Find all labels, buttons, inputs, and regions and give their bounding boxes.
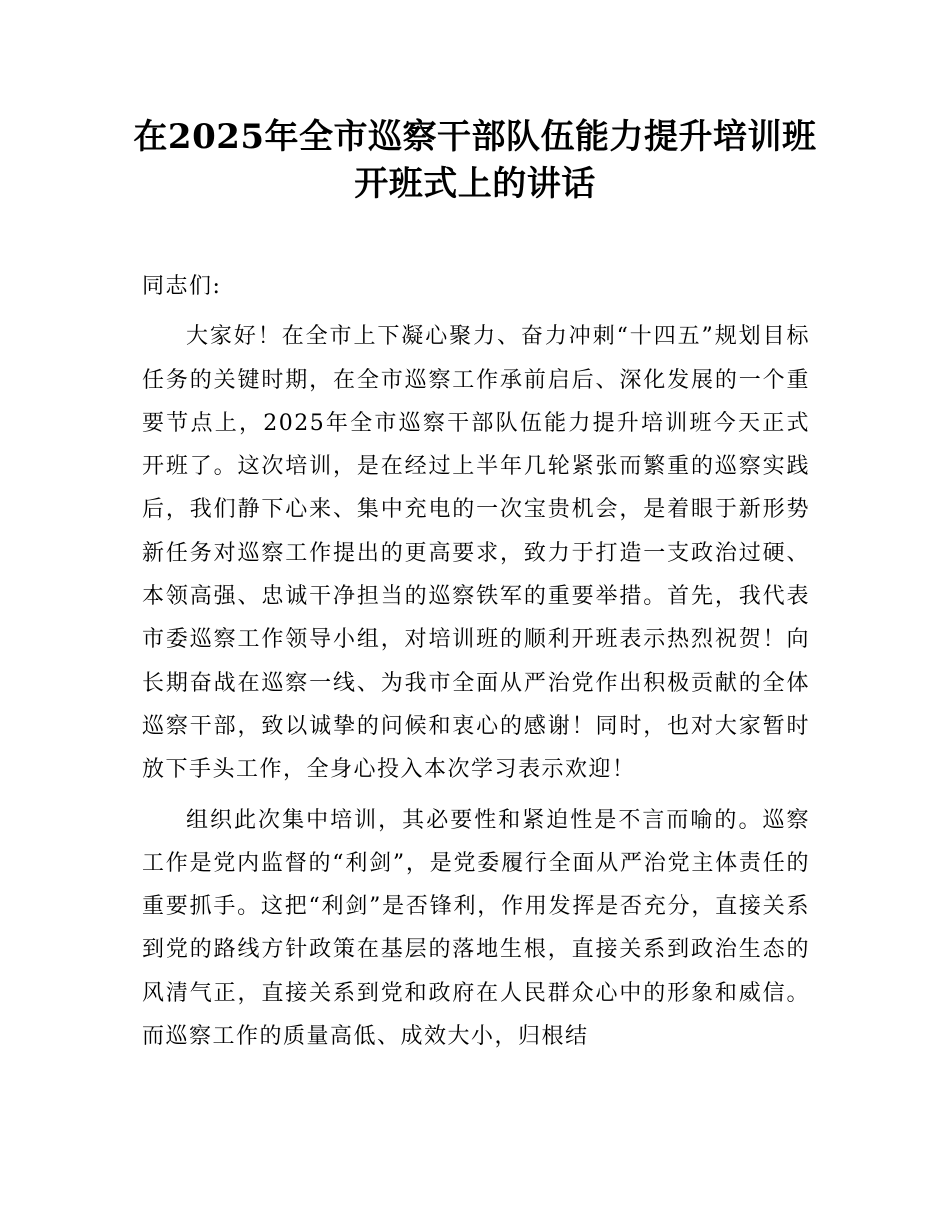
title-line-1: 在2025年全市巡察干部队伍能力提升培训班 [133, 117, 817, 157]
salutation: 同志们: [142, 274, 222, 299]
document-body [142, 265, 810, 1065]
title-line-2: 开班式上的讲话 [354, 164, 596, 204]
paragraph: 组织此次集中培训，其必要性和紧迫性是不言而喻的。巡察工作是党内监督的“利剑”，是党委履行全面从严治党主体责任的重要抓手。这把“利剑”是否锋利，作用发挥是否充分，直接关系到党的路线方针政策在基层的落地生根，直接关系到政治生态的风清气正，直接关系到党和政府在人民群众心中的形象和威信。而巡察工作的质量高低、成效大小，归根结 [142, 807, 810, 1050]
document-title [100, 114, 850, 208]
paragraph: 大家好！在全市上下凝心聚力、奋力冲刺“十四五”规划目标任务的关键时期，在全市巡察工作承前启后、深化发展的一个重要节点上，2025年全市巡察干部队伍能力提升培训班今天正式开班了。这次培训，是在经过上半年几轮紧张而繁重的巡察实践后，我们静下心来、集中充电的一次宝贵机会，是着眼于新形势新任务对巡察工作提出的更高要求，致力于打造一支政治过硬、本领高强、忠诚干净担当的巡察铁军的重要举措。首先，我代表市委巡察工作领导小组，对培训班的顺利开班表示热烈祝贺！向长期奋战在巡察一线、为我市全面从严治党作出积极贡献的全体巡察干部，致以诚挚的问候和衷心的感谢！同时，也对大家暂时放下手头工作，全身心投入本次学习表示欢迎！ [142, 324, 810, 783]
